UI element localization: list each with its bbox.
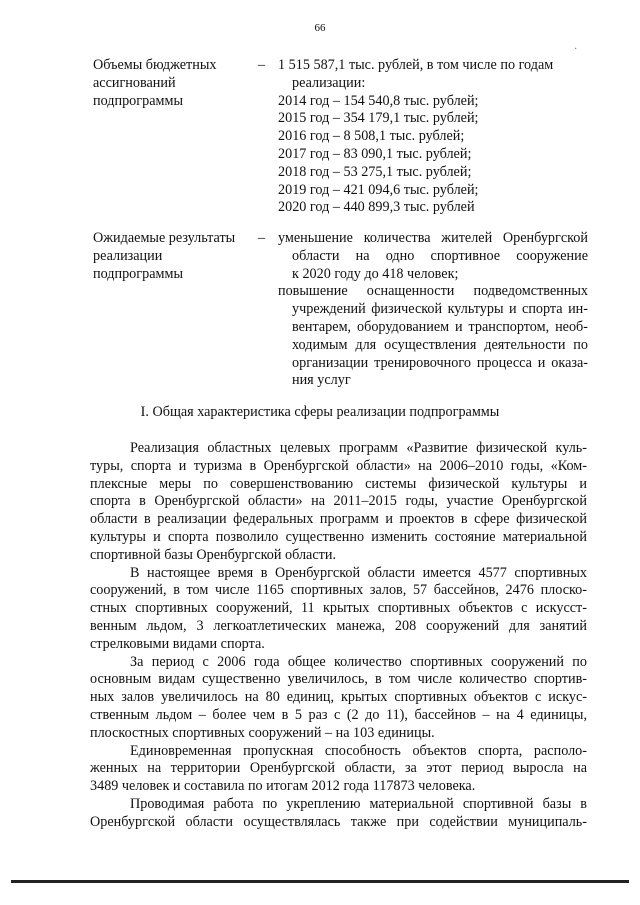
budget-line: 2018 год – 53 275,1 тыс. рублей; <box>278 163 472 180</box>
budget-label <box>93 57 253 110</box>
budget-label-line: подпрограммы <box>93 92 183 109</box>
paragraph-line: стрелковыми видами спорта. <box>90 635 265 652</box>
results-line: ходимым для осуществления деятельности по <box>292 336 588 353</box>
budget-line: 2014 год – 154 540,8 тыс. рублей; <box>278 92 479 109</box>
results-line: области на одно спортивное сооружение <box>292 247 588 264</box>
budget-label-line: Объемы бюджетных <box>93 57 217 73</box>
paragraph-line: туры, спорта и туризма в Оренбургской области» на 2006–2010 годы, «Ком- <box>90 457 587 474</box>
paragraph-line: Оренбургской области осуществлялась также при содействии муниципаль- <box>90 813 587 830</box>
paragraph-line: За период с 2006 года общее количество спортивных сооружений по <box>130 653 587 670</box>
paragraph-line: области в реализации федеральных программ и проектов в сфере физической <box>90 511 587 528</box>
page-number: 66 <box>314 22 326 34</box>
results-label-line: Ожидаемые результаты <box>93 230 236 246</box>
paragraph <box>90 743 587 796</box>
paragraph-line: плексные меры по совершенствованию системы физической культуры и <box>90 475 587 492</box>
section-heading: I. Общая характеристика сферы реализации подпрограммы <box>140 404 500 420</box>
results-label-line: реализации <box>93 247 163 264</box>
paragraph-line: венным льдом, 3 легкоатлетических манежа, 208 сооружений для занятий <box>90 617 587 634</box>
paragraph-line: основным видам существенно увеличилось, в том числе количество спортив- <box>90 671 587 688</box>
results-line: к 2020 году до 418 человек; <box>292 265 459 282</box>
budget-values <box>278 57 588 217</box>
budget-line: 2020 год – 440 899,3 тыс. рублей <box>278 199 475 216</box>
scan-speck: · <box>574 44 578 55</box>
paragraph-line: 3489 человек и составила по итогам 2012 года 117873 человека. <box>90 778 476 795</box>
paragraph <box>90 440 587 565</box>
paragraph <box>90 565 587 654</box>
results-values <box>278 230 588 390</box>
paragraph-line: плоскостных спортивных сооружений – на 103 единицы. <box>90 724 435 741</box>
results-line: учреждений физической культуры и спорта ин- <box>292 301 588 318</box>
budget-line: 2019 год – 421 094,6 тыс. рублей; <box>278 181 479 198</box>
results-line: повышение оснащенности подведомственных <box>278 283 588 300</box>
paragraph-line: сооружений, в том числе 1165 спортивных залов, 57 бассейнов, 2476 плоско- <box>90 582 587 599</box>
body-text <box>90 440 587 832</box>
paragraph-line: Проводимая работа по укреплению материальной спортивной базы в <box>130 795 587 812</box>
paragraph-line: ственным льдом – более чем в 5 раз с (2 до 11), бассейнов – на 4 единицы, <box>90 706 587 723</box>
paragraph-line: спортивной базы Оренбургской области. <box>90 546 336 563</box>
paragraph <box>90 654 587 743</box>
budget-label-line: ассигнований <box>93 74 176 91</box>
paragraph-line: ных залов увеличилось на 80 единиц, крытых спортивных объектов с искус- <box>90 689 587 706</box>
bottom-rule <box>11 880 629 883</box>
results-line: уменьшение количества жителей Оренбургской <box>278 230 588 246</box>
paragraph-line: спорта в Оренбургской области» на 2011–2015 годы, участие Оренбургской <box>90 493 587 510</box>
budget-dash: – <box>258 57 266 73</box>
budget-line: 1 515 587,1 тыс. рублей, в том числе по годам <box>278 57 554 73</box>
paragraph-line: Единовременная пропускная способность объектов спорта, располо- <box>130 742 587 759</box>
paragraph-line: культуры и спорта позволило существенно изменить состояние материальной <box>90 528 587 545</box>
results-label <box>93 230 253 283</box>
paragraph-line: стных спортивных сооружений, 11 крытых спортивных объектов с искусст- <box>90 600 587 617</box>
budget-line: 2015 год – 354 179,1 тыс. рублей; <box>278 110 479 127</box>
results-dash: – <box>258 230 266 246</box>
results-line: ния услуг <box>292 372 351 389</box>
budget-line: реализации: <box>292 74 366 91</box>
budget-line: 2017 год – 83 090,1 тыс. рублей; <box>278 145 472 162</box>
paragraph-line: женных на территории Оренбургской области, за этот период выросла на <box>90 760 587 777</box>
paragraph <box>90 796 587 832</box>
paragraph-line: Реализация областных целевых программ «Развитие физической куль- <box>130 440 587 456</box>
paragraph-line: В настоящее время в Оренбургской области имеется 4577 спортивных <box>130 564 587 581</box>
results-line: вентарем, оборудованием и транспортом, необ- <box>292 318 588 335</box>
results-line: организации тренировочного процесса и оказа- <box>292 354 588 371</box>
budget-line: 2016 год – 8 508,1 тыс. рублей; <box>278 128 465 145</box>
results-label-line: подпрограммы <box>93 265 183 282</box>
